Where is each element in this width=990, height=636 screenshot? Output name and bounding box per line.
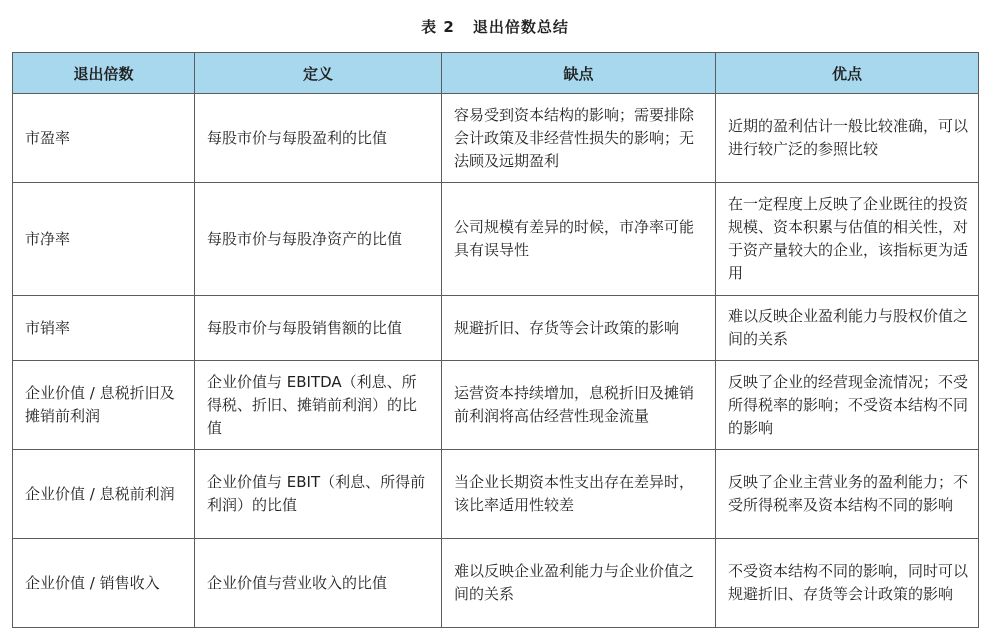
cell-advantages: 反映了企业主营业务的盈利能力；不受所得税率及资本结构不同的影响 [716, 450, 979, 539]
cell-advantages: 近期的盈利估计一般比较准确，可以进行较广泛的参照比较 [716, 94, 979, 183]
table-row [13, 450, 979, 539]
cell-definition: 每股市价与每股销售额的比值 [195, 296, 442, 361]
table-row [13, 539, 979, 628]
cell-multiple: 市净率 [13, 183, 195, 296]
cell-definition: 企业价值与营业收入的比值 [195, 539, 442, 628]
cell-advantages: 在一定程度上反映了企业既往的投资规模、资本积累与估值的相关性，对于资产量较大的企业，该指标更为适用 [716, 183, 979, 296]
table-row [13, 361, 979, 450]
cell-disadvantages: 难以反映企业盈利能力与企业价值之间的关系 [442, 539, 716, 628]
cell-multiple: 企业价值 / 销售收入 [13, 539, 195, 628]
cell-advantages: 难以反映企业盈利能力与股权价值之间的关系 [716, 296, 979, 361]
cell-advantages: 不受资本结构不同的影响，同时可以规避折旧、存货等会计政策的影响 [716, 539, 979, 628]
header-multiple: 退出倍数 [13, 53, 195, 94]
header-disadvantages: 缺点 [442, 53, 716, 94]
cell-disadvantages: 公司规模有差异的时候，市净率可能具有误导性 [442, 183, 716, 296]
cell-disadvantages: 运营资本持续增加，息税折旧及摊销前利润将高估经营性现金流量 [442, 361, 716, 450]
cell-disadvantages: 容易受到资本结构的影响；需要排除会计政策及非经营性损失的影响；无法顾及远期盈利 [442, 94, 716, 183]
table-row [13, 94, 979, 183]
header-row [13, 53, 979, 94]
exit-multiples-table [12, 52, 979, 628]
table-title: 退出倍数总结 [472, 18, 569, 36]
cell-definition: 企业价值与 EBITDA（利息、所得税、折旧、摊销前利润）的比值 [195, 361, 442, 450]
table-row [13, 296, 979, 361]
header-definition: 定义 [195, 53, 442, 94]
cell-multiple: 企业价值 / 息税前利润 [13, 450, 195, 539]
header-advantages: 优点 [716, 53, 979, 94]
table-caption [0, 16, 990, 37]
cell-advantages: 反映了企业的经营现金流情况；不受所得税率的影响；不受资本结构不同的影响 [716, 361, 979, 450]
cell-definition: 每股市价与每股盈利的比值 [195, 94, 442, 183]
table-number: 表 2 [421, 18, 455, 36]
cell-multiple: 企业价值 / 息税折旧及摊销前利润 [13, 361, 195, 450]
cell-multiple: 市销率 [13, 296, 195, 361]
cell-disadvantages: 当企业长期资本性支出存在差异时，该比率适用性较差 [442, 450, 716, 539]
cell-definition: 每股市价与每股净资产的比值 [195, 183, 442, 296]
cell-definition: 企业价值与 EBIT（利息、所得前利润）的比值 [195, 450, 442, 539]
table-row [13, 183, 979, 296]
cell-multiple: 市盈率 [13, 94, 195, 183]
cell-disadvantages: 规避折旧、存货等会计政策的影响 [442, 296, 716, 361]
